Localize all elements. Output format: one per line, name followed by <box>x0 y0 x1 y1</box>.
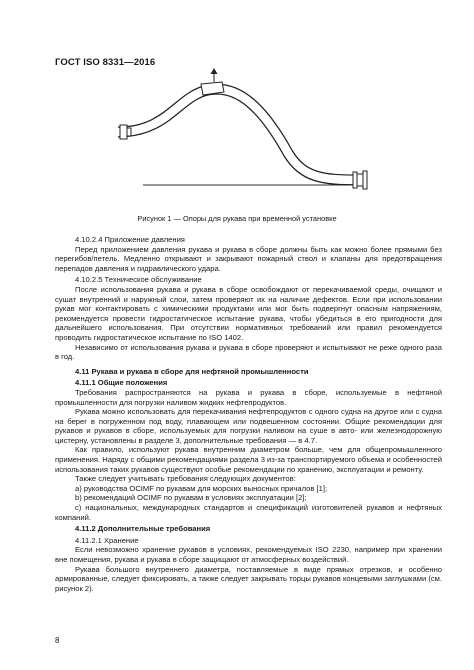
section-title: 4.10.2.4 Приложение давления <box>75 235 185 244</box>
paragraph: Рукава можно использовать для перекачивания нефтепродуктов с одного судна на другое или с судна на берег в погруженном под воду, плавающем или подвешенном состоянии. Общие рекомендации для рукавов и рукавов в сборе, используемых для погрузки наливом на суше в авто- или железнодорожную цистерну, установлены в разделе 3, дополнительные требования — в 4.7. <box>55 407 442 445</box>
page-number: 8 <box>55 636 60 645</box>
list-item: a) руководства OCIMF по рукавам для морских выносных причалов [1]; <box>75 483 328 493</box>
section-title: 4.11.1 Общие положения <box>75 378 168 388</box>
list-item: b) рекомендаций OCIMF по рукавам в условиях эксплуатации [2]; <box>75 493 307 503</box>
paragraph: Рукава большого внутреннего диаметра, поставляемые в виде прямых отрезков, и особенно армированные, следует фиксировать, а также следует закрывать торцы рукавов концевыми заглушками (см. рисунок 2). <box>55 564 442 593</box>
figure-caption: Рисунок 1 — Опоры для рукава при временной установке <box>137 214 337 223</box>
list-item: c) национальных, международных стандартов и спецификаций изготовителей рукавов и нефтяных компаний. <box>55 503 442 522</box>
body-text <box>55 233 442 593</box>
paragraph: Как правило, используют рукава внутренним диаметром больше, чем для общепромышленного применения. Наряду с общими рекомендациями раздела 3 из-за транспортируемого объема и особенностей использования таких рукавов существуют особые рекомендации по хранению, эксплуатации и ремонту. <box>55 445 442 474</box>
paragraph: Если невозможно хранение рукавов в условиях, рекомендуемых ISO 2230, например при хранении вне помещения, рукава и рукава в сборе защищают от атмосферных воздействий. <box>55 545 442 564</box>
right-end-fitting <box>353 171 367 189</box>
section-title: 4.10.2.5 Техническое обслуживание <box>75 275 202 285</box>
section-title: 4.11 Рукава и рукава в сборе для нефтяной промышленности <box>75 366 309 376</box>
standard-header: ГОСТ ISO 8331—2016 <box>55 57 156 68</box>
section-title: 4.11.2 Дополнительные требования <box>75 524 211 534</box>
section-title: 4.11.2.1 Хранение <box>75 535 139 545</box>
hose-body <box>118 89 360 180</box>
hose-support-figure <box>98 68 388 218</box>
paragraph: Независимо от использования рукава и рукава в сборе проверяют и испытывают не реже одного раза в год. <box>55 342 442 362</box>
paragraph: После использования рукава и рукава в сборе освобождают от перекачиваемой среды, очищают и сушат внутренний и наружный слои, затем проверяют их на наличие дефектов. Если при использовании рукав мог контактировать с химическими продуктами или мог быть подвергнут опасным напряжениям, рекомендуется провести гидростатическое испытание рукава, чтобы убедиться в его пригодности для дальнейшего использования. При отсутствии нормативных требований или правил рекомендуется проводить гидростатическое испытание по ISO 1402. <box>55 284 442 342</box>
paragraph: Требования распространяются на рукава и рукава в сборе, используемые в нефтяной промышленности для погрузки наливом жидких нефтепродуктов. <box>55 387 442 407</box>
paragraph: Также следует учитывать требования следующих документов: <box>75 474 296 484</box>
paragraph: Перед приложением давления рукава и рукава в сборе должны быть как можно более прямыми без перегибов/петель. Медленно открывают и закрывают пожарный ствол и клапаны для предотвращения перепадов давления и гидравлического удара. <box>55 244 442 273</box>
